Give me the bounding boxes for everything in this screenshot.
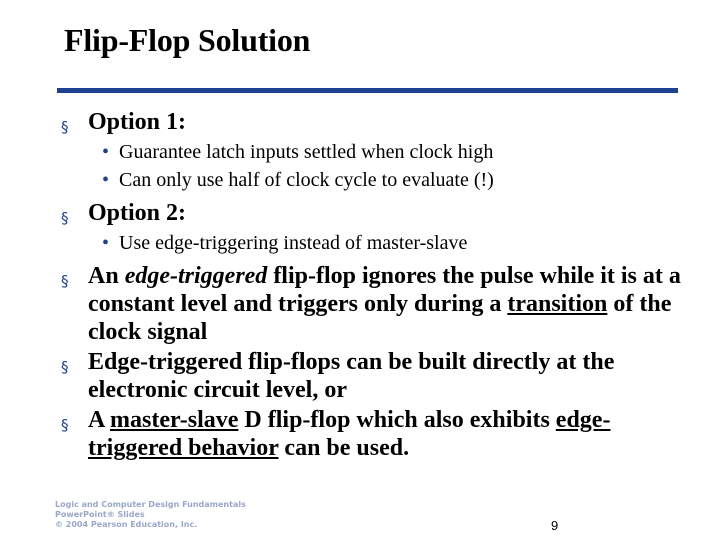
bullet-text-part: An [88, 263, 125, 289]
bullet-option-1 [61, 108, 688, 136]
emphasized-term: edge-triggered [124, 263, 268, 289]
section-bullet-icon: § [61, 358, 69, 376]
section-bullet-icon: § [61, 416, 69, 434]
bullet-text-part: D flip-flop which also exhibits [238, 407, 556, 433]
dot-bullet-icon: • [102, 141, 110, 163]
sub-bullet-text: Guarantee latch inputs settled when clock high [119, 141, 494, 163]
section-bullet-icon: § [61, 272, 69, 290]
bullet-master-slave [61, 406, 688, 462]
bullet-text: Edge-triggered flip-flops can be built directly at the electronic circuit level, or [88, 349, 615, 403]
bullet-text-part: A [88, 407, 111, 433]
bullet-text: Option 1: [88, 109, 187, 135]
sub-bullet [102, 140, 679, 164]
sub-bullet-text: Use edge-triggering instead of master-slave [119, 232, 468, 254]
footer-credits [55, 500, 246, 530]
underlined-term: edge-triggered behavior [88, 407, 611, 461]
footer-line: Logic and Computer Design Fundamentals [55, 500, 246, 509]
bullet-circuit-level [61, 348, 688, 404]
sub-bullet [102, 231, 679, 255]
bullet-text-part: can be used. [278, 435, 410, 461]
dot-bullet-icon: • [102, 169, 110, 191]
underlined-term: master-slave [110, 407, 239, 433]
section-bullet-icon: § [61, 209, 69, 227]
bullet-option-2 [61, 199, 688, 227]
footer-line: © 2004 Pearson Education, Inc. [55, 520, 198, 529]
bullet-edge-triggered-definition [61, 262, 688, 346]
page-number: 9 [551, 518, 559, 533]
dot-bullet-icon: • [102, 232, 110, 254]
slide-title: Flip-Flop Solution [64, 22, 311, 58]
bullet-text-part: of the clock signal [88, 291, 672, 345]
sub-bullet [102, 168, 679, 192]
section-bullet-icon: § [61, 118, 69, 136]
footer-line: PowerPoint® Slides [55, 510, 145, 519]
bullet-text-part: flip-flop ignores the pulse while it is at a constant level and triggers only during a [88, 263, 681, 317]
underlined-term: transition [507, 291, 608, 317]
sub-bullet-text: Can only use half of clock cycle to evaluate (!) [119, 169, 494, 191]
title-rule [57, 88, 678, 93]
bullet-text: Option 2: [88, 200, 187, 226]
